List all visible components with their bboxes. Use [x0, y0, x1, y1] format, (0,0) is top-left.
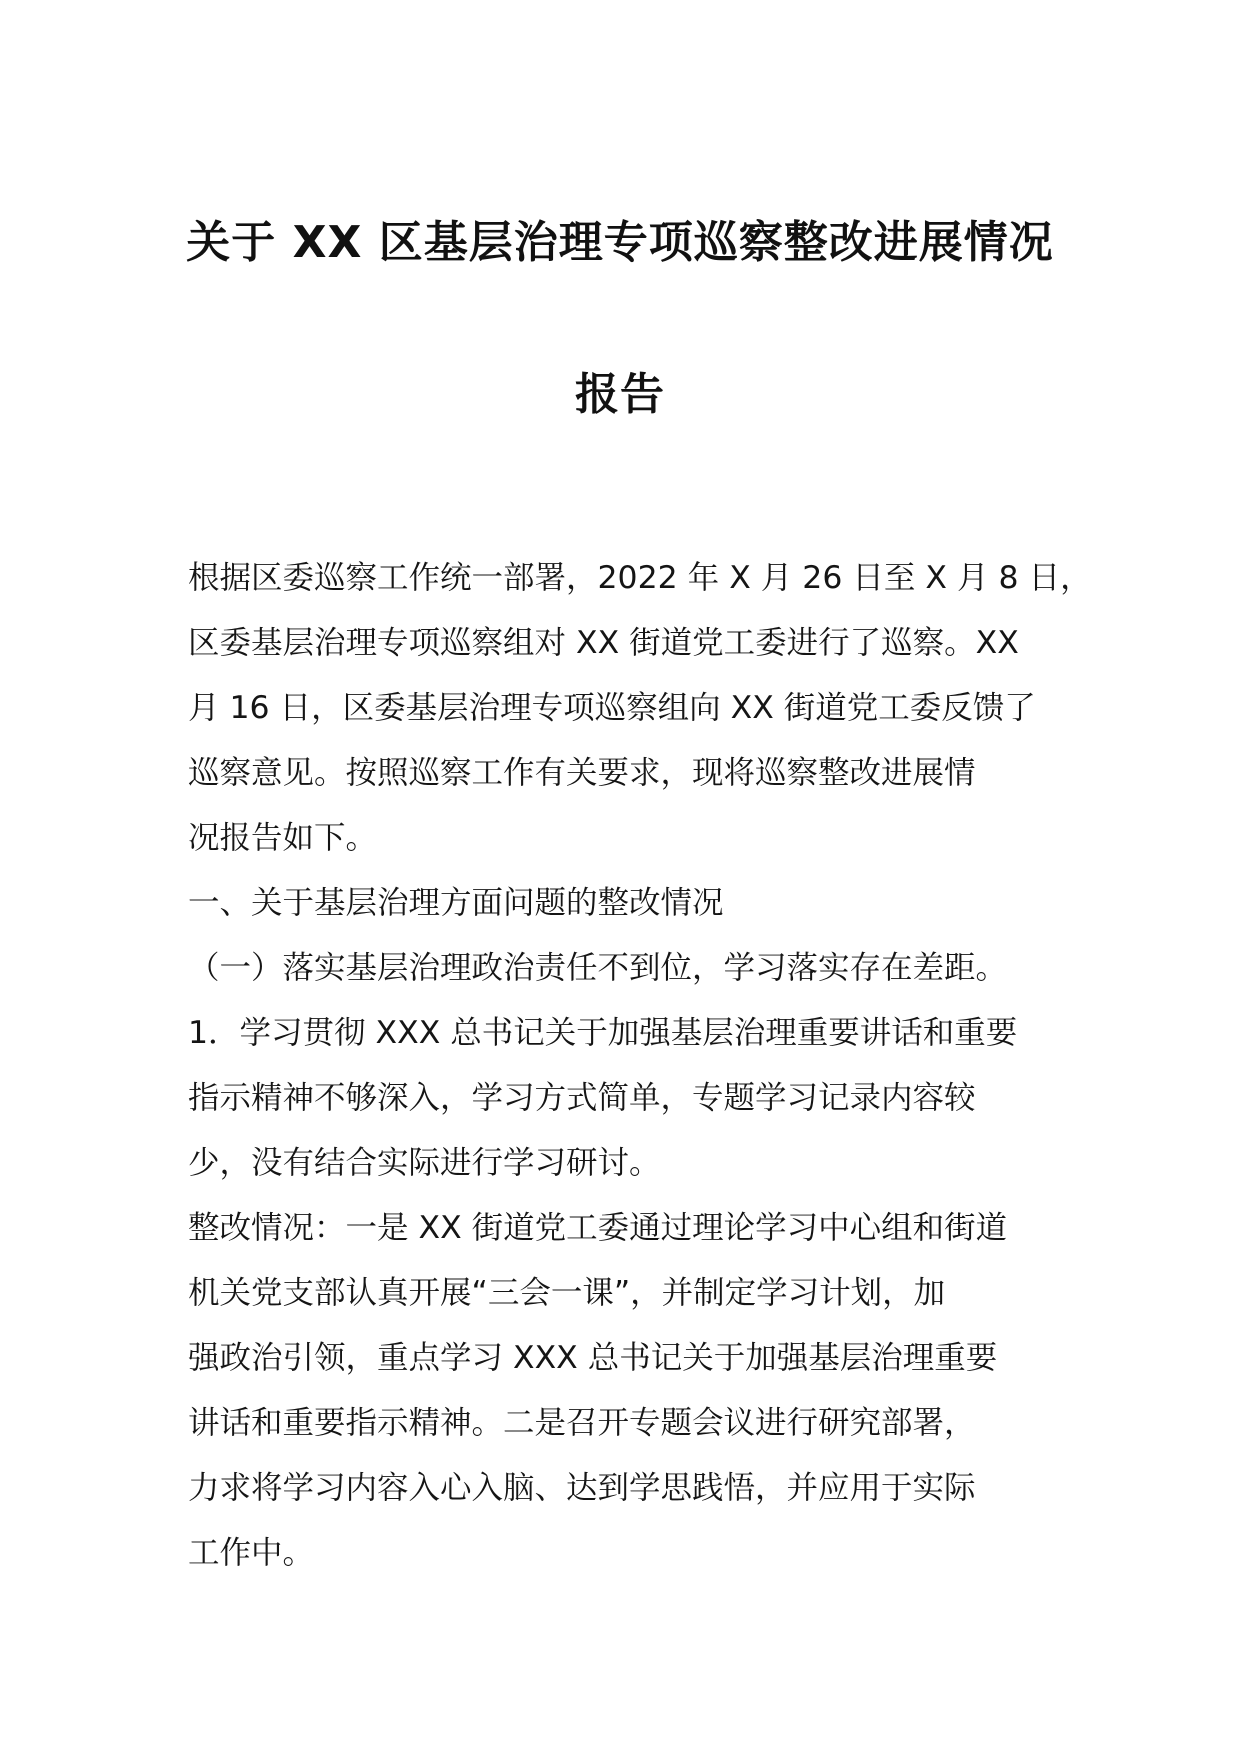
- body-line-9: 指示精神不够深入，学习方式简单，专题学习记录内容较: [188, 1080, 976, 1116]
- document-title-line-2: 报告: [575, 369, 665, 420]
- body-line-16: 工作中。: [188, 1535, 315, 1571]
- document-title-line-1: 关于 XX 区基层治理专项巡察整改进展情况: [186, 217, 1054, 268]
- section-heading-1: 一、关于基层治理方面问题的整改情况: [188, 885, 724, 921]
- body-line-8: 1．学习贯彻 XXX 总书记关于加强基层治理重要讲话和重要: [188, 1015, 1018, 1051]
- body-line-3: 月 16 日，区委基层治理专项巡察组向 XX 街道党工委反馈了: [188, 690, 1036, 726]
- body-line-10: 少，没有结合实际进行学习研讨。: [188, 1145, 661, 1181]
- body-line-4: 巡察意见。按照巡察工作有关要求，现将巡察整改进展情: [188, 755, 976, 791]
- body-line-13: 强政治引领，重点学习 XXX 总书记关于加强基层治理重要: [188, 1340, 998, 1376]
- body-line-14: 讲话和重要指示精神。二是召开专题会议进行研究部署，: [188, 1405, 976, 1441]
- body-line-5: 况报告如下。: [188, 820, 378, 856]
- body-line-2: 区委基层治理专项巡察组对 XX 街道党工委进行了巡察。XX: [188, 625, 1019, 661]
- body-line-12: 机关党支部认真开展“三会一课”，并制定学习计划，加: [188, 1275, 946, 1311]
- subsection-heading-1: （一）落实基层治理政治责任不到位，学习落实存在差距。: [188, 950, 1008, 986]
- body-line-1: 根据区委巡察工作统一部署，2022 年 X 月 26 日至 X 月 8 日，: [188, 560, 1092, 596]
- body-line-15: 力求将学习内容入心入脑、达到学思践悟，并应用于实际: [188, 1470, 976, 1506]
- body-line-11: 整改情况：一是 XX 街道党工委通过理论学习中心组和街道: [188, 1210, 1008, 1246]
